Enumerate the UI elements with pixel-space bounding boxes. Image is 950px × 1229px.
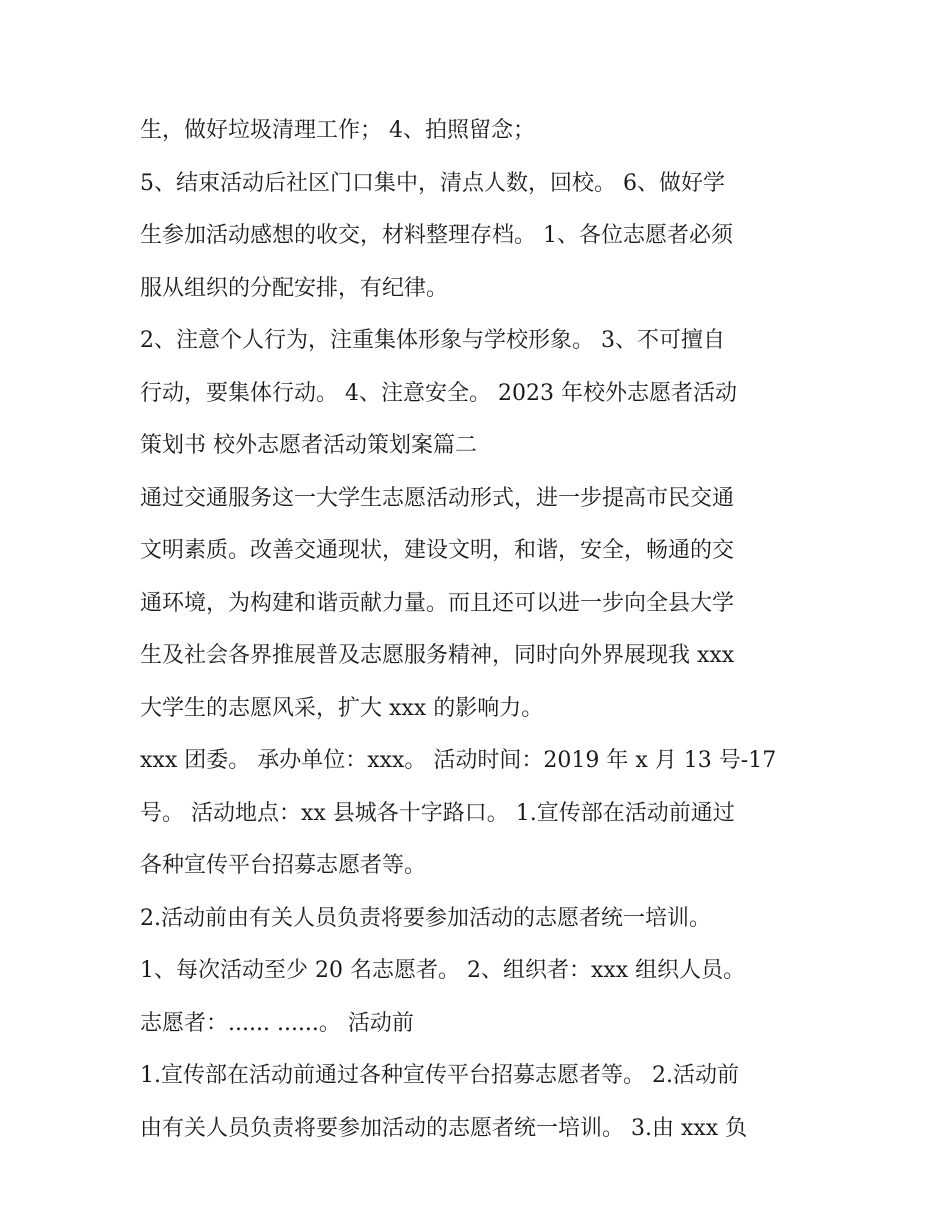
text-line: 5、结束活动后社区门口集中，清点人数，回校。 6、做好学 (140, 170, 725, 196)
document-body (140, 105, 820, 1155)
text-line: 服从组织的分配安排，有纪律。 (140, 275, 449, 301)
text-line: 号。 活动地点：xx 县城各十字路口。 1.宣传部在活动前通过 (140, 800, 735, 826)
text-line: 生及社会各界推展普及志愿服务精神，同时向外界展现我 xxx (140, 643, 735, 668)
text-line: 2.活动前由有关人员负责将要参加活动的志愿者统一培训。 (140, 905, 711, 931)
text-line: 通环境，为构建和谐贡献力量。而且还可以进一步向全县大学 (140, 590, 735, 616)
text-line: 文明素质。改善交通现状，建设文明，和谐，安全，畅通的交 (140, 538, 735, 563)
text-line: 2、注意个人行为，注重集体形象与学校形象。 3、不可擅自 (140, 328, 725, 353)
text-line: 通过交通服务这一大学生志愿活动形式，进一步提高市民交通 (140, 485, 735, 511)
text-line: xxx 团委。 承办单位：xxx。 活动时间：2019 年 x 月 13 号-17 (140, 748, 777, 773)
text-line: 各种宣传平台招募志愿者等。 (140, 853, 427, 878)
text-line: 志愿者：...... ......。 活动前 (140, 1010, 414, 1036)
text-line: 策划书 校外志愿者活动策划案篇二 (140, 433, 477, 458)
text-line: 生，做好垃圾清理工作； 4、拍照留念； (140, 118, 535, 143)
text-line: 大学生的志愿风采，扩大 xxx 的影响力。 (140, 695, 544, 721)
text-line: 行动，要集体行动。 4、注意安全。 2023 年校外志愿者活动 (140, 380, 737, 406)
text-line: 1.宣传部在活动前通过各种宣传平台招募志愿者等。 2.活动前 (140, 1063, 739, 1088)
text-line: 生参加活动感想的收交，材料整理存档。 1、各位志愿者必须 (140, 223, 733, 248)
text-line: 1、每次活动至少 20 名志愿者。 2、组织者：xxx 组织人员。 (140, 958, 746, 983)
text-line: 由有关人员负责将要参加活动的志愿者统一培训。 3.由 xxx 负 (140, 1115, 748, 1141)
